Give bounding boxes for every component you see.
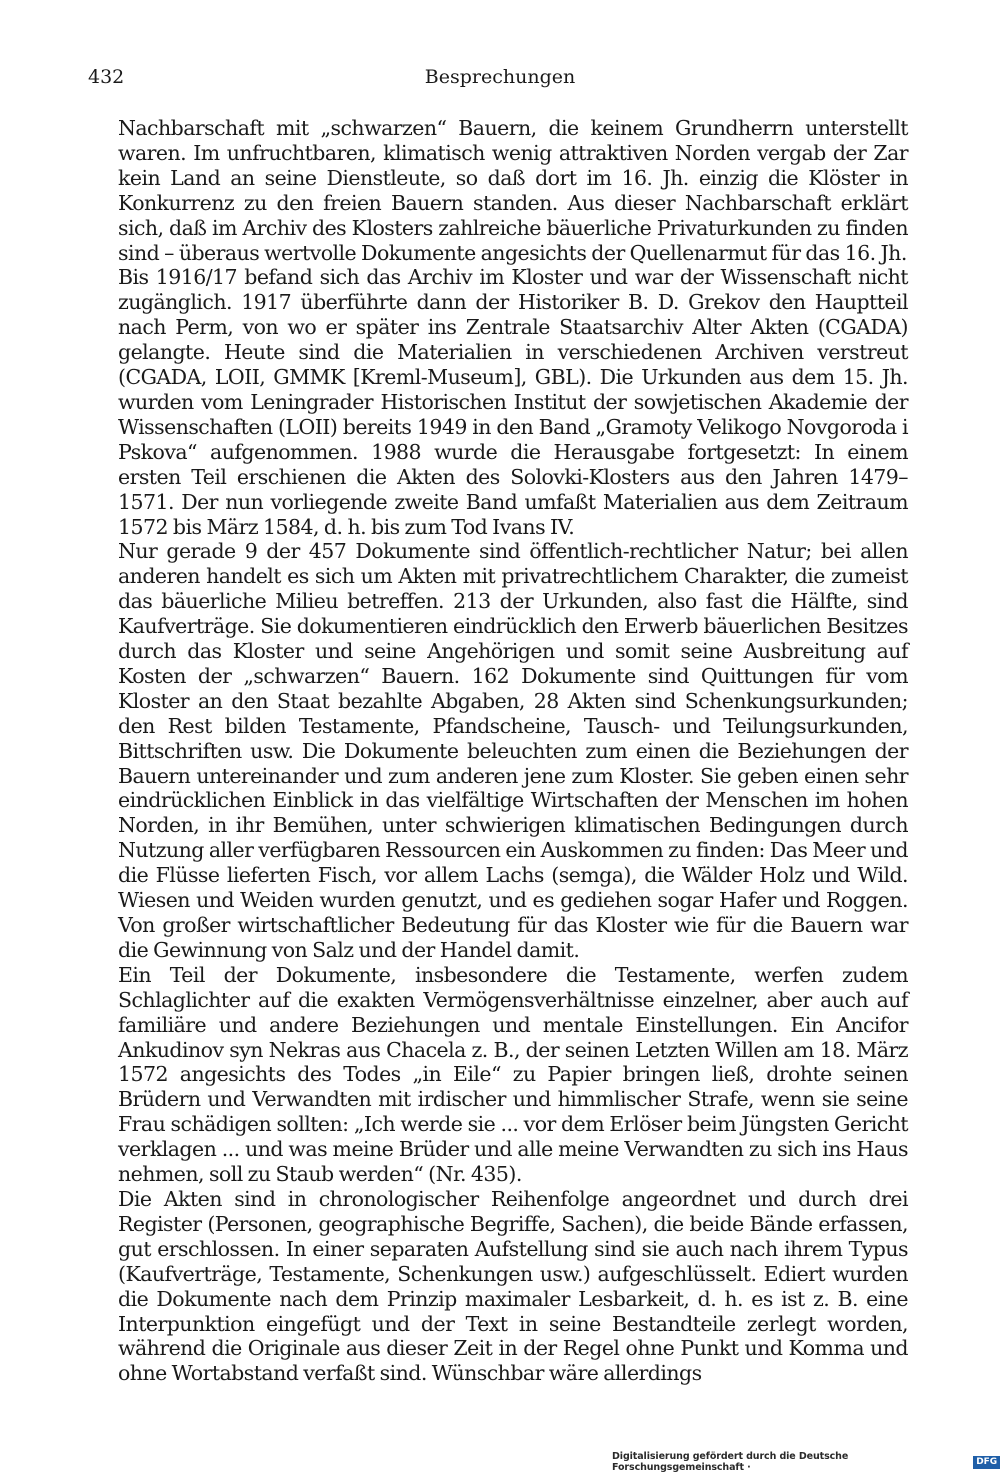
body-text [118, 116, 908, 1386]
paragraph-1: Nachbarschaft mit „schwarzen“ Bauern, die keinem Grundherrn unterstellt waren. Im unfruchtbaren, klimatisch wenig attraktiven Norden vergab der Zar kein Land an seine Dienstleute, so daß dort im 16. Jh. einzig die Klöster in Konkurrenz zu den freien Bauern standen. Aus dieser Nachbarschaft erklärt sich, daß im Archiv des Klosters zahlreiche bäuerliche Privaturkunden zu finden sind – überaus wertvolle Dokumente angesichts der Quellenarmut für das 16. Jh. [118, 116, 908, 265]
dfg-logo: DFG [973, 1456, 1000, 1469]
paragraph-2: Bis 1916/17 befand sich das Archiv im Kloster und war der Wissenschaft nicht zugänglich. 1917 überführte dann der Historiker B. D. Grekov den Hauptteil nach Perm, von wo er später ins Zentrale Staatsarchiv Alter Akten (CGADA) gelangte. Heute sind die Materialien in verschiedenen Archiven verstreut (CGADA, LOII, GMMK [Kreml-Museum], GBL). Die Urkunden aus dem 15. Jh. wurden vom Leningrader Historischen Institut der sowjetischen Akademie der Wissenschaften (LOII) bereits 1949 in den Band „Gramoty Velikogo Novgoroda i Pskova“ aufgenommen. 1988 wurde die Herausgabe fortgesetzt: In einem ersten Teil erschienen die Akten des Solovki-Klosters aus den Jahren 1479–1571. Der nun vorliegende zweite Band umfaßt Materialien aus dem Zeitraum 1572 bis März 1584, d. h. bis zum Tod Ivans IV. [118, 265, 908, 539]
paragraph-4: Ein Teil der Dokumente, insbesondere die Testamente, werfen zudem Schlaglichter auf die exakten Vermögensverhältnisse einzelner, aber auch auf familiäre und andere Beziehungen und mentale Einstellungen. Ein Ancifor Ankudinov syn Nekras aus Chacela z. B., der seinen Letzten Willen am 18. März 1572 angesichts des Todes „in Eile“ zu Papier bringen ließ, drohte seinen Brüdern und Verwandten mit irdischer und himmlischer Strafe, wenn sie seine Frau schädigen sollten: „Ich werde sie ... vor dem Erlöser beim Jüngsten Gericht verklagen ... und was meine Brüder und alle meine Verwandten zu sich ins Haus nehmen, soll zu Staub werden“ (Nr. 435). [118, 962, 908, 1187]
paragraph-5: Die Akten sind in chronologischer Reihenfolge angeordnet und durch drei Register (Personen, geographische Begriffe, Sachen), die beide Bände erfassen, gut erschlossen. In einer separaten Aufstellung sind sie auch nach ihrem Typus (Kaufverträge, Testamente, Schenkungen usw.) aufgeschlüsselt. Ediert wurden die Dokumente nach dem Prinzip maximaler Lesbarkeit, d. h. es ist z. B. eine Interpunktion eingefügt und der Text in seine Bestandteile zerlegt worden, während die Originale aus dieser Zeit in der Regel ohne Punkt und Komma und ohne Wortabstand verfaßt sind. Wünschbar wäre allerdings [118, 1186, 908, 1386]
paragraph-3: Nur gerade 9 der 457 Dokumente sind öffentlich-rechtlicher Natur; bei allen anderen handelt es sich um Akten mit privatrechtlichem Charakter, die zumeist das bäuerliche Milieu betreffen. 213 der Urkunden, also fast die Hälfte, sind Kaufverträge. Sie dokumentieren eindrücklich den Erwerb bäuerlichen Besitzes durch das Kloster und seine Angehörigen und somit seine Ausbreitung auf Kosten der „schwarzen“ Bauern. 162 Dokumente sind Quittungen für vom Kloster an den Staat bezahlte Abgaben, 28 Akten sind Schenkungsurkunden; den Rest bilden Testamente, Pfandscheine, Tausch- und Teilungsurkunden, Bittschriften usw. Die Dokumente beleuchten zum einen die Beziehungen der Bauern untereinander und zum anderen jene zum Kloster. Sie geben einen sehr eindrücklichen Einblick in das vielfältige Wirtschaften der Menschen im hohen Norden, in ihr Bemühen, unter schwierigen klimatischen Bedingungen durch Nutzung aller verfügbaren Ressourcen ein Auskommen zu finden: Das Meer und die Flüsse lieferten Fisch, vor allem Lachs (semga), die Wälder Holz und Wild. Wiesen und Weiden wurden genutzt, und es gediehen sogar Hafer und Roggen. Von großer wirtschaftlicher Bedeutung für das Kloster wie für die Bauern war die Gewinnung von Salz und der Handel damit. [118, 539, 908, 962]
running-head: Besprechungen [424, 66, 576, 88]
footer-credit [612, 1451, 1000, 1473]
footer-credit-text: Digitalisierung gefördert durch die Deutsche Forschungsgemeinschaft · [612, 1451, 849, 1473]
page-number: 432 [88, 66, 125, 88]
